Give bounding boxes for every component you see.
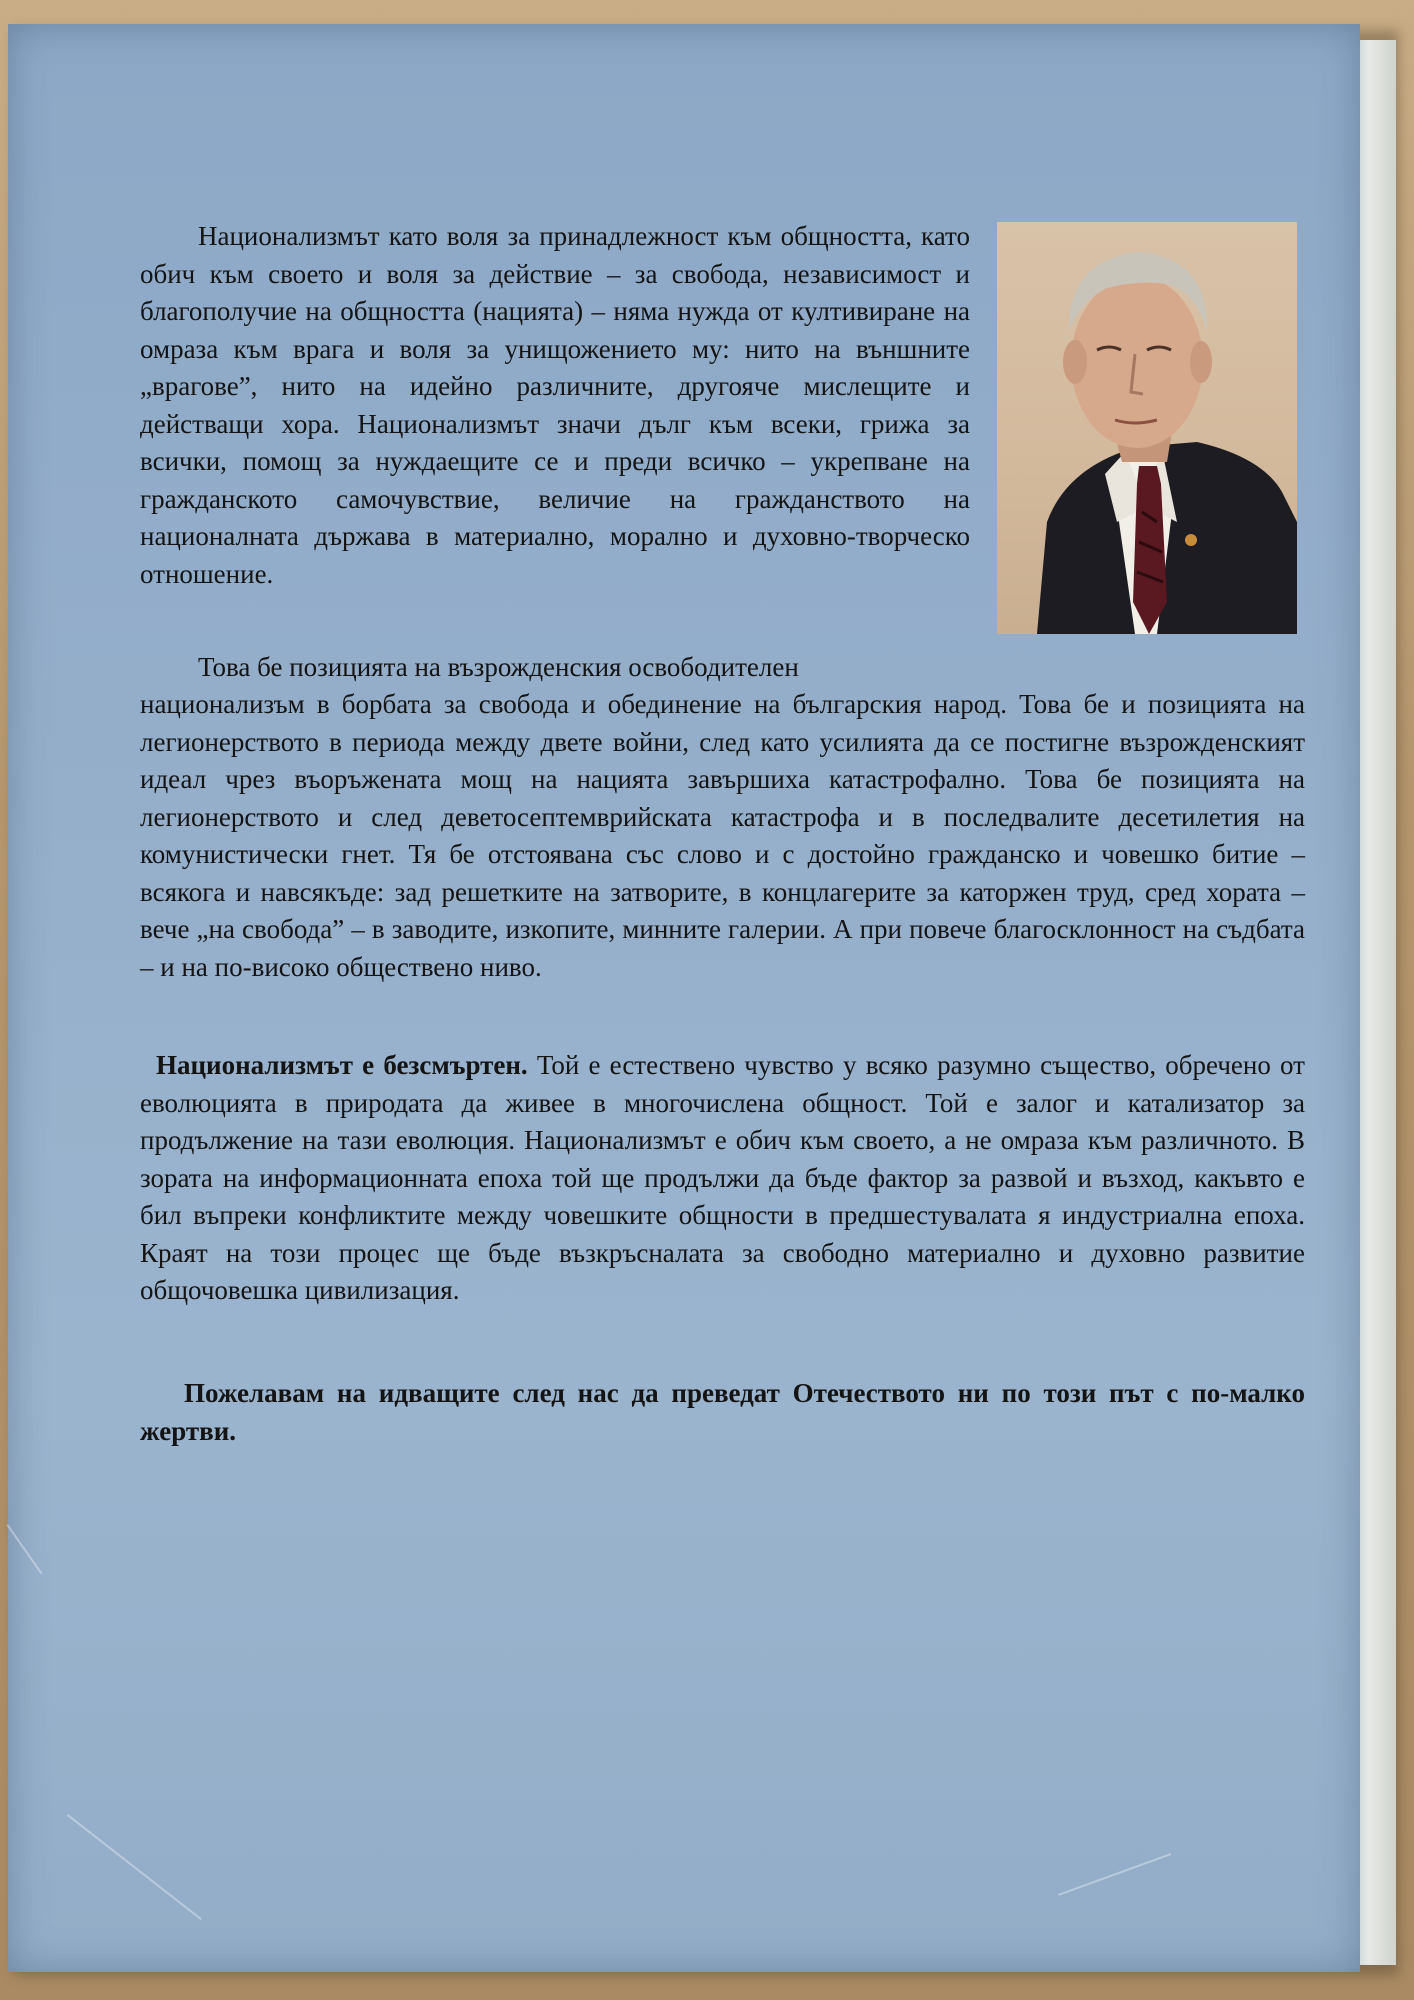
cover-paragraph-3 [140,1047,1305,1310]
author-portrait-photo [997,222,1297,634]
cover-crease [6,1524,42,1574]
cover-paragraph-2-first-line: Това бе позицията на възрожденския освободителен [198,652,799,682]
author-portrait-illustration [997,222,1297,634]
cover-crease [1058,1853,1171,1896]
paragraph-3-body: Той е естествено чувство у всяко разумно същество, обречено от еволюцията в природата да живее в многочислена общност. Той е залог и катализатор за продължение на тази еволюция. Национализмът е обич към своето, а не омраза към различното. В зората на информационната епоха той ще продължи да бъде фактор за развой и възход, какъвто е бил въпреки конфликтите между човешките общности в предшестувалата я индустриална епоха. Краят на този процес ще бъде възкръсналата за свободно материално и духовно развитие общочовешка цивилизация. [140,1050,1305,1305]
cover-crease [67,1814,202,1920]
cover-paragraph-1: Национализмът като воля за принадлежност към общността, като обич към своето и воля за действие – за свобода, независимост и благополучие на общността (нацията) – няма нужда от култивиране на омраза към врага и воля за унищожението му: нито на външните „врагове”, нито на идейно различните, другояче мислещите и действащи хора. Национализмът значи дълг към всеки, грижа за всички, помощ за нуждаещите се и преди всичко – укрепване на гражданското самочувствие, величие на гражданството на националната държава в материално, морално и духовно-творческо отношение. [140,221,970,589]
closing-wish-paragraph: Пожелавам на идващите след нас да преведат Отечеството ни по този път с по-малко жертви. [140,1378,1305,1446]
cover-paragraph-2: национализъм в борбата за свобода и обединение на българския народ. Това бе и позицията на легионерството в периода между двете войни, след като усилията да се постигне възрожденският идеал чрез въоръжената мощ на нацията завършиха катастрофално. Това бе позицията на легионерството и след деветосептемврийската катастрофа и в последвалите десетилетия на комунистически гнет. Тя бе отстоявана със слово и с достойно гражданско и човешко битие – всякога и навсякъде: зад решетките на затворите, в концлагерите за каторжен труд, сред хората – вече „на свобода” – в заводите, изкопите, минните галерии. А при повече благосклонност на съдбата – и на по-високо обществено ниво. [140,689,1305,982]
paragraph-3-bold-lead: Национализмът е безсмъртен. [156,1050,528,1080]
